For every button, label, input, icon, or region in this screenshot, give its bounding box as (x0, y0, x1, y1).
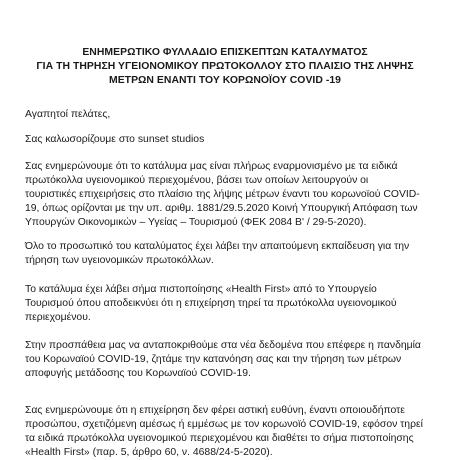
welcome-text: Σας καλωσορίζουμε στο sunset studios (25, 134, 205, 145)
welcome-message (25, 133, 437, 147)
paragraph-liability (25, 404, 437, 460)
paragraph-line: Σας ενημερώνουμε ότι το κατάλυμα μας είναι πλήρως εναρμονισμένο με τα ειδικά (25, 161, 398, 172)
paragraph-line: αποφυγής μετάδοσης του Κορωναϊού COVID-19. (25, 367, 251, 379)
paragraph-line: του Κορωναϊού COVID-19, ζητάμε την κατανόηση σας και την τήρηση των μέτρων (25, 353, 402, 365)
paragraph-line: Το κατάλυμα έχει λάβει σήμα πιστοποίησης «Health First» από το Υπουργείο (25, 284, 377, 295)
paragraph-line: Τουρισμού όπου αποδεικνύει ότι η επιχείρηση τηρεί τα πρωτόκολλα υγειονομικού (25, 297, 397, 309)
paragraph-line: τα ειδικά πρωτόκολλα υγειονομικού περιεχομένου και διαθέτει το σήμα πιστοποίησης (25, 432, 414, 444)
paragraph-request-compliance (25, 339, 437, 381)
paragraph-line: Στην προσπάθεια μας να ανταποκριθούμε στα νέα δεδομένα που επέφερε η πανδημία (25, 340, 421, 351)
document-title-line-3: ΜΕΤΡΩΝ ΕΝΑΝΤΙ ΤΟΥ ΚΟΡΩΝΟΪΟΥ COVID -19 (108, 75, 342, 86)
paragraph-line: Σας ενημερώνουμε ότι η επιχείρηση δεν φέρει αστική ευθύνη, έναντι οποιουδήποτε (25, 405, 405, 416)
paragraph-line: τήρηση των υγειονομικών πρωτοκόλλων. (25, 254, 214, 266)
paragraph-line: τουριστικές επιχειρήσεις στο πλαίσιο της λήψης μέτρων έναντι του κορωνοϊού COVID- (25, 188, 420, 200)
document-title-line-2: ΓΙΑ ΤΗ ΤΗΡΗΣΗ ΥΓΕΙΟΝΟΜΙΚΟΥ ΠΡΩΤΟΚΟΛΛΟΥ ΣΤΟ ΠΛΑΙΣΙΟ ΤΗΣ ΛΗΨΗΣ (36, 61, 414, 72)
paragraph-line: περιεχομένου. (25, 311, 91, 323)
greeting (25, 108, 437, 122)
document-title-line-1: ΕΝΗΜΕΡΩΤΙΚΟ ΦΥΛΛΑΔΙΟ ΕΠΙΣΚΕΠΤΩΝ ΚΑΤΑΛΥΜΑΤΟΣ (82, 47, 368, 58)
paragraph-line: πρωτόκολλα υγειονομικού περιεχομένου, βάσει των οποίων λειτουργούν οι (25, 174, 369, 186)
paragraph-line: Υπουργών Οικονομικών – Υγείας – Τουρισμού (ΦΕΚ 2084 Β' / 29-5-2020). (25, 216, 367, 228)
paragraph-line: προσώπου, σχετιζόμενη αμέσως ή εμμέσως με τον κορωνοϊό COVID-19, εφόσον τηρεί (25, 418, 423, 430)
greeting-text: Αγαπητοί πελάτες, (25, 109, 111, 120)
paragraph-line: Όλο το προσωπικό του καταλύματος έχει λάβει την απαιτούμενη εκπαίδευση για την (25, 241, 410, 252)
paragraph-line: 19, όπως ορίζονται με την υπ. αριθμ. 1881/29.5.2020 Κοινή Υπουργική Απόφαση των (25, 202, 418, 214)
paragraph-health-first (25, 283, 437, 325)
paragraph-staff-training (25, 240, 437, 268)
paragraph-line: «Health First» (παρ. 5, άρθρο 60, ν. 4688/24-5-2020). (25, 446, 273, 458)
paragraph-compliance (25, 160, 437, 230)
